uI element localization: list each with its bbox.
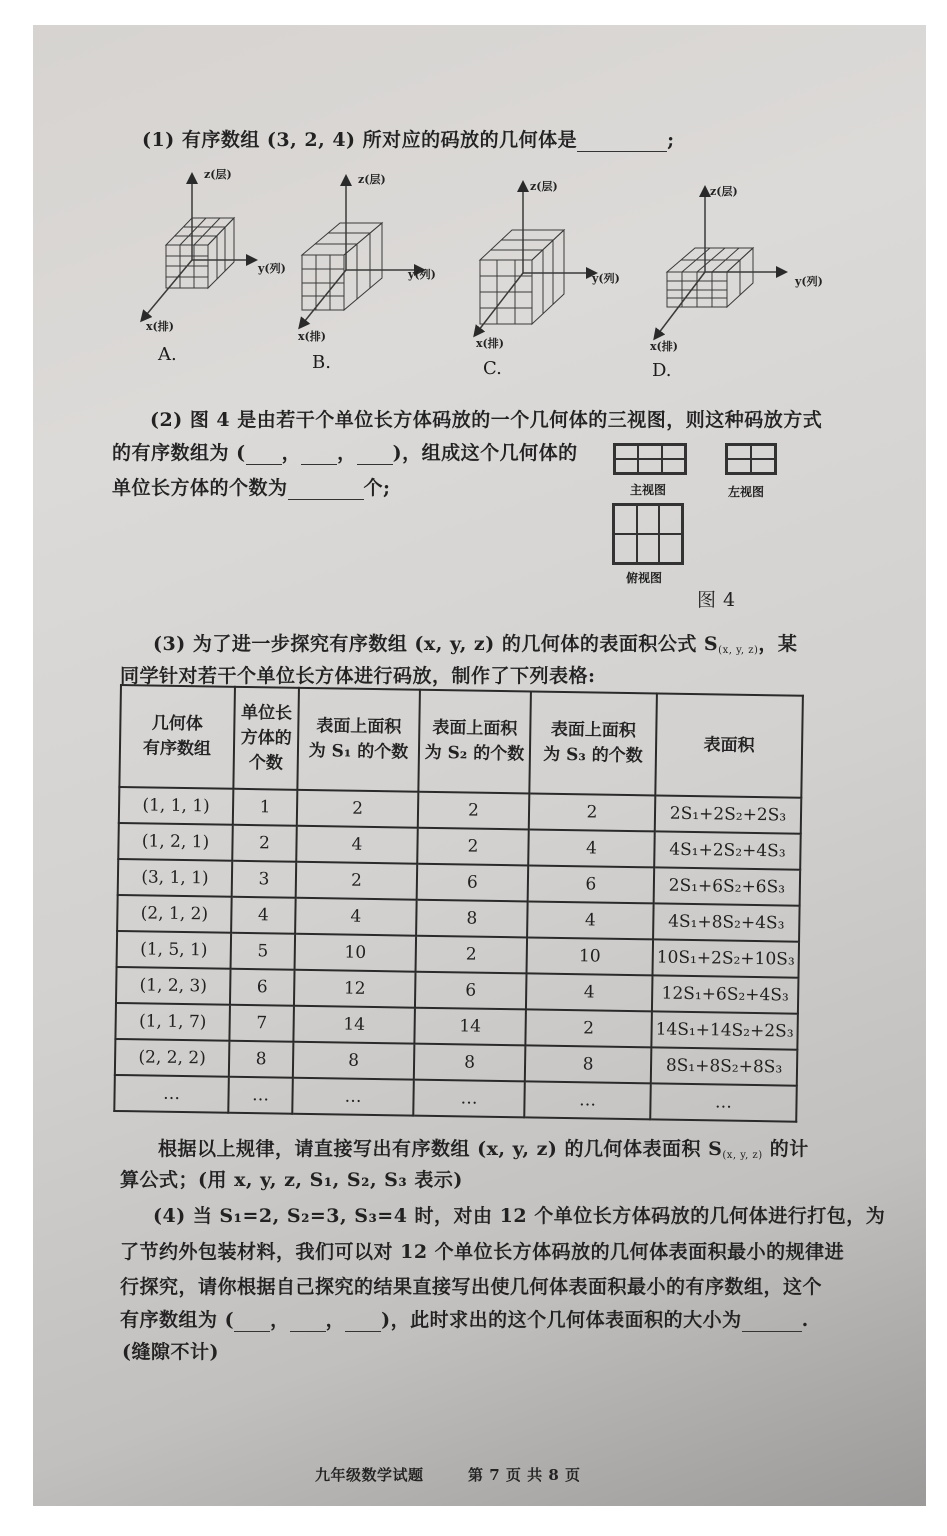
q4-z-blank[interactable] (345, 1313, 381, 1332)
q4-line2: 了节约外包装材料，我们可以对 12 个单位长方体码放的几何体表面积最小的规律进 (120, 1241, 845, 1263)
cell-area: 2S₁+2S₂+2S₃ (655, 795, 802, 833)
cell-s1: 2 (296, 862, 418, 900)
cell-s3: 6 (528, 865, 655, 903)
cell-area: 2S₁+6S₂+6S₃ (654, 867, 801, 905)
cell-area: 8S₁+8S₂+8S₃ (651, 1047, 798, 1085)
option-c-label[interactable]: C. (483, 358, 502, 379)
cell-s3: 2 (529, 793, 656, 831)
cell-array: (3, 1, 1) (118, 859, 233, 897)
cell-s2: 2 (416, 936, 528, 974)
cell-s2: 14 (414, 1008, 526, 1046)
front-view-label: 主视图 (630, 483, 667, 497)
option-c-figure (475, 183, 595, 335)
option-d-label[interactable]: D. (652, 360, 672, 381)
q1-text (142, 128, 675, 152)
q4-line5: (缝隙不计) (122, 1341, 219, 1363)
header-unit-count: 单位长 方体的 个数 (233, 687, 299, 790)
q3-line2: 同学针对若干个单位长方体进行码放，制作了下列表格: (120, 665, 596, 687)
q2-count-blank[interactable] (288, 481, 364, 500)
cell-area: 14S₁+14S₂+2S₃ (651, 1011, 798, 1049)
cell-s1: 8 (293, 1042, 415, 1080)
figure-4-label: 图 4 (697, 589, 736, 611)
q3-after-line1 (158, 1137, 809, 1168)
header-ordered-array: 几何体 有序数组 (119, 685, 235, 789)
cell-area: 4S₁+2S₂+4S₃ (654, 831, 801, 869)
cell-s1: 14 (293, 1006, 415, 1044)
cell-s1: 12 (294, 970, 416, 1008)
footer-page-number: 第 7 页 共 8 页 (468, 1466, 581, 1484)
cell-s2: … (413, 1080, 525, 1118)
left-view-label: 左视图 (728, 485, 765, 499)
cell-s1: 10 (295, 934, 417, 972)
axis-z-label-a: z(层) (204, 168, 232, 181)
q2-x-blank[interactable] (246, 446, 282, 465)
q3-line1-text: (3) 为了进一步探究有序数组 (x, y, z) 的几何体的表面积公式 S (153, 633, 719, 655)
axis-x-label-b: x(排) (298, 330, 326, 343)
cell-s3: 2 (525, 1009, 652, 1047)
table-header-row (119, 685, 803, 798)
cell-array: (1, 1, 1) (119, 787, 234, 825)
q2-sep1: ， (281, 442, 302, 464)
cell-count: 8 (229, 1041, 294, 1078)
q3-line1-subscript: (x, y, z) (718, 645, 759, 656)
q2-z-blank[interactable] (357, 446, 393, 465)
axis-z-label-d: z(层) (710, 185, 738, 198)
cell-count: 6 (230, 969, 295, 1006)
q4-sep2: ， (325, 1309, 346, 1331)
option-d-figure (655, 188, 785, 338)
cell-array: (1, 2, 1) (118, 823, 233, 861)
cell-s1: 4 (296, 826, 418, 864)
cell-s2: 6 (415, 972, 527, 1010)
axis-x-label-a: x(排) (146, 320, 174, 333)
q2-line3-prefix: 单位长方体的个数为 (112, 477, 288, 499)
cell-s2: 8 (414, 1044, 526, 1082)
axis-z-label-b: z(层) (358, 173, 386, 186)
axis-z-label-c: z(层) (530, 180, 558, 193)
cell-count: 3 (232, 861, 297, 898)
cell-s1: 2 (297, 790, 419, 828)
q2-y-blank[interactable] (301, 446, 337, 465)
axis-y-label-d: y(列) (795, 275, 823, 288)
cell-count: 7 (229, 1005, 294, 1042)
cell-array: (1, 1, 7) (115, 1003, 230, 1041)
cell-s3: 4 (526, 973, 653, 1011)
top-view-diagram (612, 503, 684, 565)
q4-line1: (4) 当 S₁=2, S₂=3, S₃=4 时，对由 12 个单位长方体码放的几何体进行打包，为 (153, 1205, 886, 1227)
header-s1-count: 表面上面积 为 S₁ 的个数 (297, 688, 420, 792)
cell-count: … (228, 1077, 293, 1114)
cell-s2: 2 (417, 828, 529, 866)
q4-area-blank[interactable] (742, 1313, 802, 1332)
q4-line3: 行探究，请你根据自己探究的结果直接写出使几何体表面积最小的有序数组，这个 (120, 1276, 823, 1298)
cell-s3: 4 (528, 829, 655, 867)
option-a-figure (142, 175, 255, 320)
cell-count: 2 (232, 825, 297, 862)
cell-area: 12S₁+6S₂+4S₃ (652, 975, 799, 1013)
q1-end: ; (667, 129, 675, 151)
axis-x-label-d: x(排) (650, 340, 678, 353)
q4-y-blank[interactable] (290, 1313, 326, 1332)
q1-question: (1) 有序数组 (3, 2, 4) 所对应的码放的几何体是 (142, 129, 578, 151)
option-b-figure (300, 177, 423, 327)
q4-line4-mid: )，此时求出的这个几何体表面积的大小为 (381, 1309, 742, 1331)
q2-sep2: ， (337, 442, 357, 464)
q3-line1-end: ，某 (758, 633, 798, 655)
q2-line1: (2) 图 4 是由若干个单位长方体码放的一个几何体的三视图，则这种码放方式 (150, 409, 823, 431)
cell-s3: 10 (527, 937, 654, 975)
q2-line2 (112, 441, 578, 465)
q4-line4 (120, 1308, 809, 1332)
axis-y-label-a: y(列) (258, 262, 286, 275)
q2-line2-prefix: 的有序数组为 ( (112, 442, 246, 464)
cell-count: 1 (233, 789, 298, 826)
cell-array: (2, 2, 2) (115, 1039, 230, 1077)
cell-s2: 6 (417, 864, 529, 902)
q4-line4-prefix: 有序数组为 ( (120, 1309, 235, 1331)
q1-answer-blank[interactable] (577, 133, 667, 152)
q3-after-text: 根据以上规律，请直接写出有序数组 (x, y, z) 的几何体表面积 S (158, 1138, 723, 1160)
option-b-label[interactable]: B. (312, 352, 331, 373)
cell-s3: … (524, 1081, 651, 1119)
top-view-label: 俯视图 (626, 571, 663, 585)
cell-array: (1, 5, 1) (117, 931, 232, 969)
cell-s1: 4 (295, 898, 417, 936)
q2-line2-suffix: )，组成这个几何体的 (392, 442, 578, 464)
left-view-diagram (725, 443, 777, 475)
cell-area: … (650, 1083, 797, 1121)
q4-x-blank[interactable] (234, 1313, 270, 1332)
q3-line1 (153, 632, 797, 663)
cell-array: (1, 2, 3) (116, 967, 231, 1005)
cell-area: 10S₁+2S₂+10S₃ (652, 939, 799, 977)
axis-y-label-b: y(列) (408, 268, 436, 281)
cell-area: 4S₁+8S₂+4S₃ (653, 903, 800, 941)
q2-line3-suffix: 个; (363, 477, 391, 499)
cell-s3: 4 (527, 901, 654, 939)
footer-subject: 九年级数学试题 (315, 1466, 424, 1484)
header-s3-count: 表面上面积 为 S₃ 的个数 (529, 691, 657, 795)
cell-s2: 2 (418, 792, 530, 830)
cell-count: 5 (231, 933, 296, 970)
cell-array: … (114, 1075, 229, 1113)
q3-after-end: 的计 (769, 1138, 809, 1160)
q3-after-subscript: (x, y, z) (722, 1150, 763, 1161)
q2-line3 (112, 476, 391, 500)
header-surface-area: 表面积 (655, 693, 803, 797)
q3-after-line2: 算公式；(用 x, y, z, S₁, S₂, S₃ 表示) (120, 1169, 463, 1191)
q4-sep1: ， (270, 1309, 290, 1331)
q1-option-figures (130, 160, 830, 385)
header-s2-count: 表面上面积 为 S₂ 的个数 (418, 690, 531, 794)
front-view-diagram (613, 443, 687, 475)
cell-count: 4 (231, 897, 296, 934)
cell-s2: 8 (416, 900, 528, 938)
cell-s3: 8 (525, 1045, 652, 1083)
axis-y-label-c: y(列) (592, 272, 620, 285)
cell-array: (2, 1, 2) (117, 895, 232, 933)
cell-s1: … (292, 1078, 414, 1116)
option-a-label[interactable]: A. (158, 344, 177, 365)
q4-line4-end: . (801, 1309, 809, 1331)
surface-area-table (113, 684, 804, 1123)
axis-x-label-c: x(排) (476, 337, 504, 350)
